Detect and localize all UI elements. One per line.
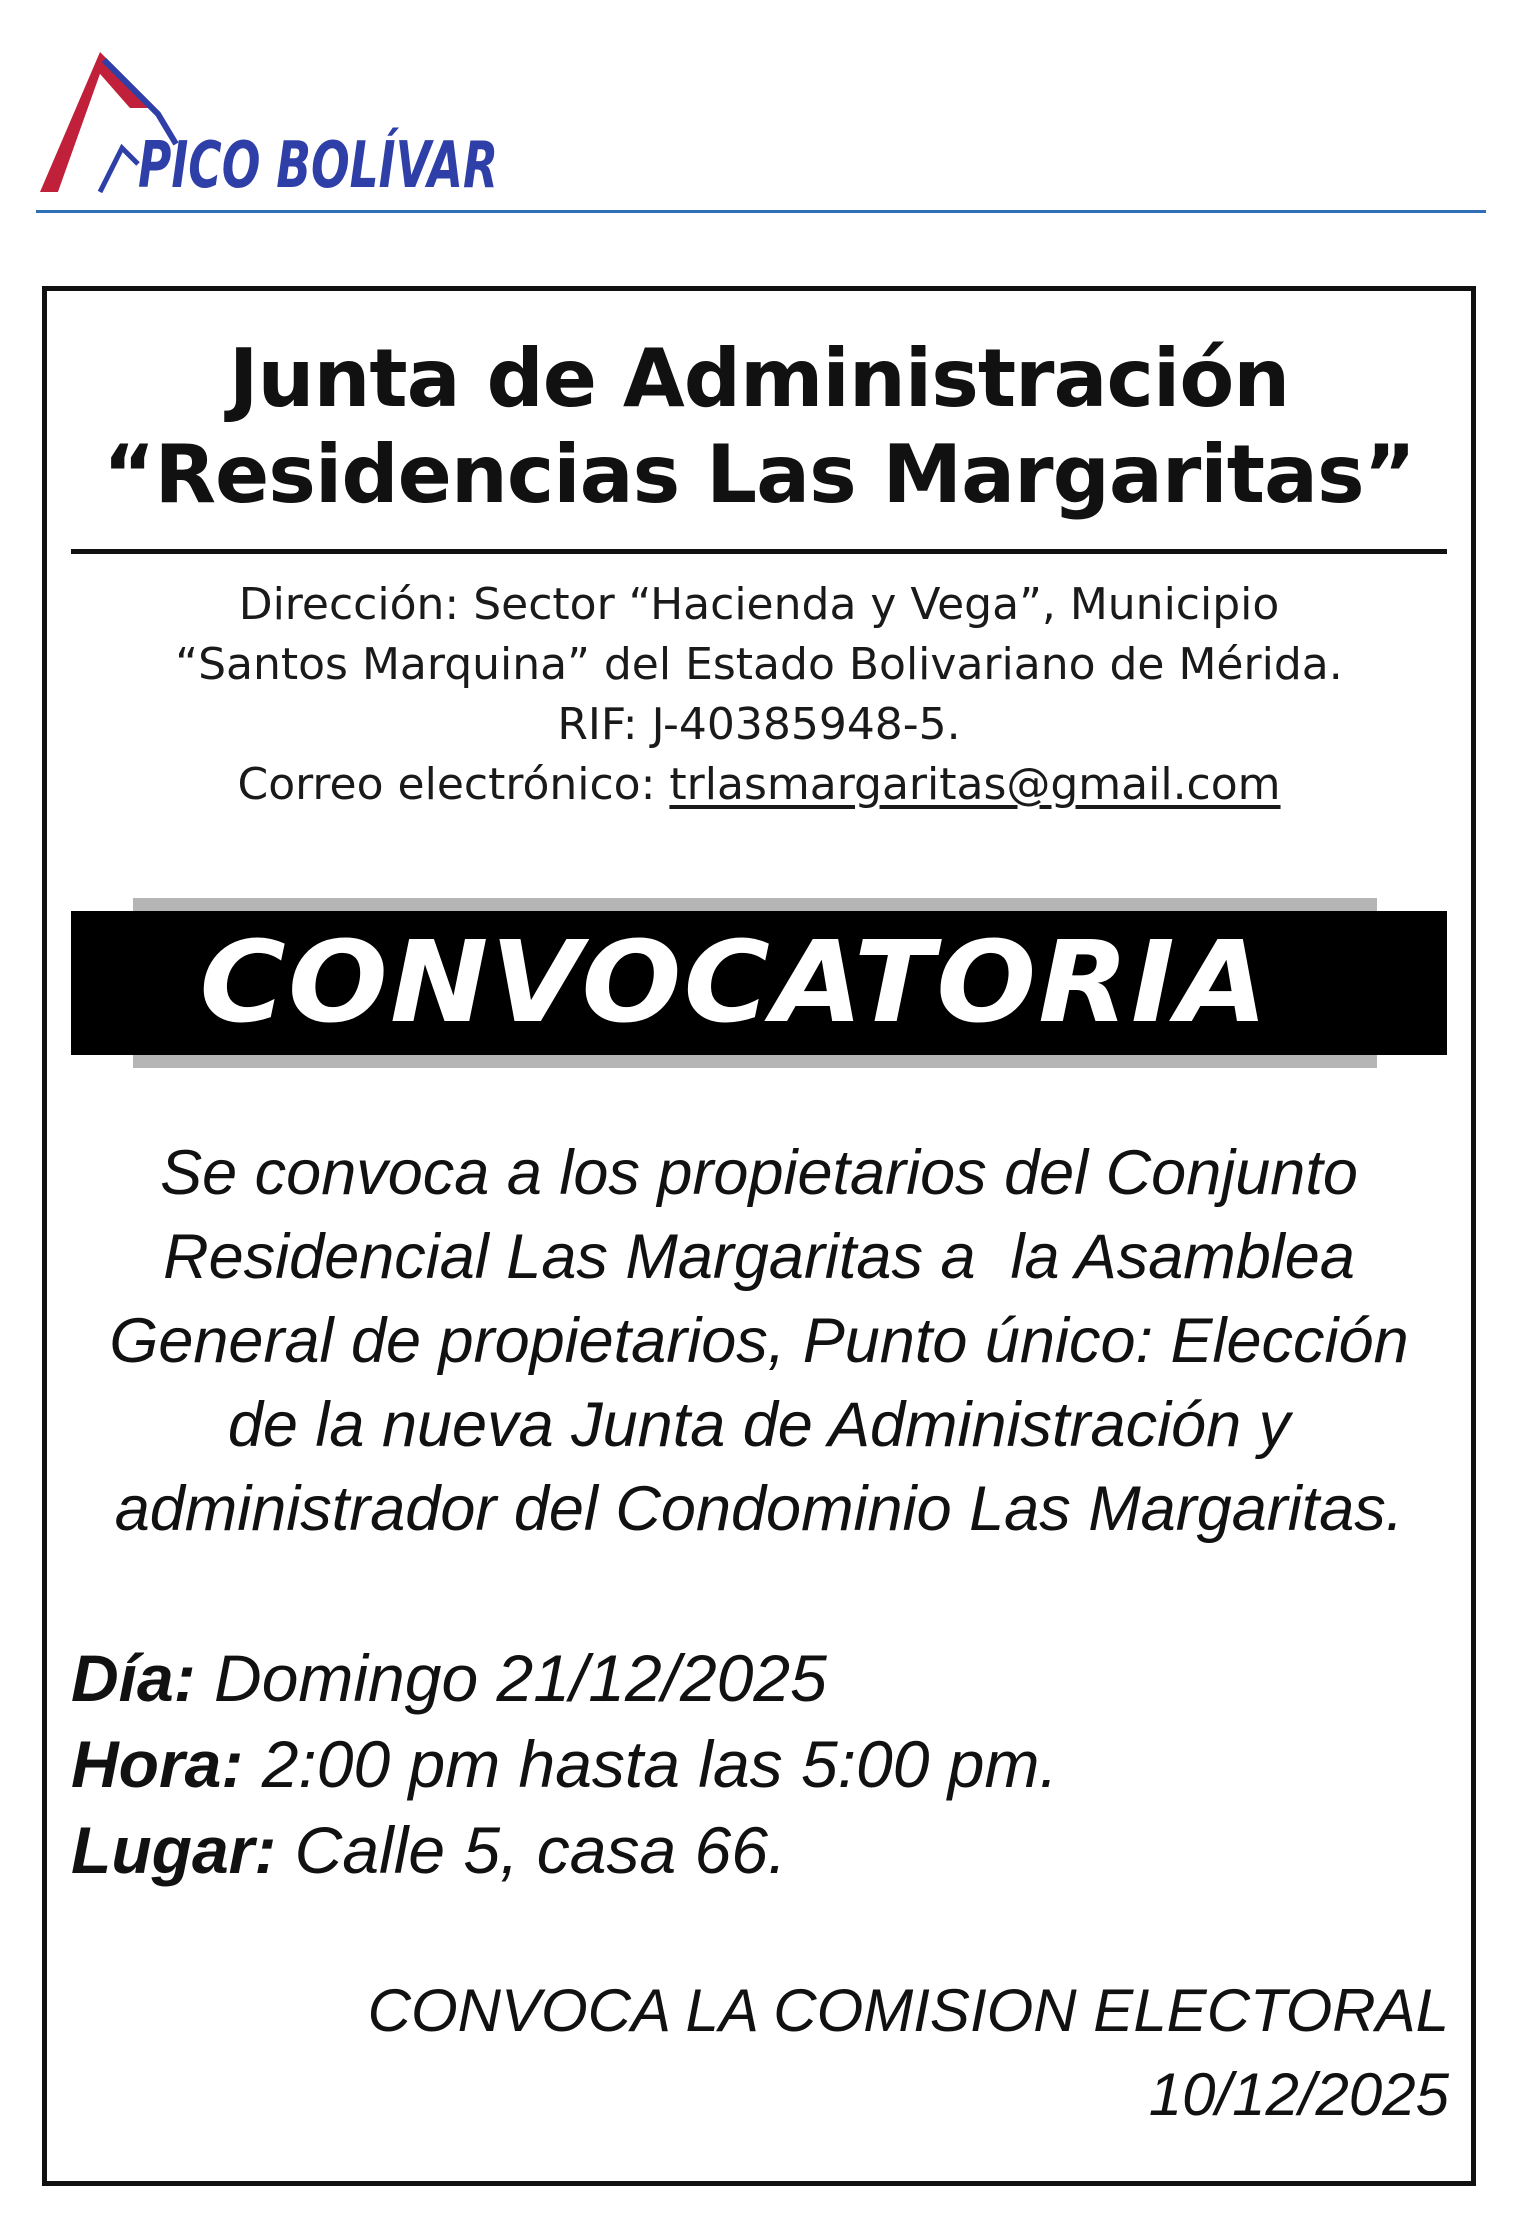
detail-time-label: Hora: <box>71 1727 244 1801</box>
detail-place-value: Calle 5, casa 66. <box>276 1813 787 1887</box>
detail-day <box>71 1635 827 1721</box>
detail-day-value: Domingo 21/12/2025 <box>195 1641 827 1715</box>
body-line-4: de la nueva Junta de Administración y <box>227 1390 1291 1460</box>
convocatoria-banner <box>71 911 1447 1055</box>
address-line1: Dirección: Sector “Hacienda y Vega”, Municipio <box>238 579 1280 630</box>
email-line <box>47 755 1471 815</box>
banner-text: CONVOCATORIA <box>199 918 1271 1048</box>
mountain-peak-icon <box>38 44 645 203</box>
rif-number: RIF: J-40385948-5. <box>557 699 961 750</box>
body-line-3: General de propietarios, Punto único: Elección <box>109 1306 1409 1376</box>
notice-title-line1: Junta de Administración <box>228 332 1290 425</box>
detail-place <box>71 1807 786 1893</box>
notice-title-line2: “Residencias Las Margaritas” <box>102 428 1416 521</box>
notice-frame <box>42 286 1476 2186</box>
header-divider <box>36 210 1486 213</box>
body-line-1: Se convoca a los propietarios del Conjunto <box>160 1138 1358 1208</box>
detail-time <box>71 1721 1058 1807</box>
detail-time-value: 2:00 pm hasta las 5:00 pm. <box>243 1727 1058 1801</box>
pico-bolivar-logo <box>38 44 645 203</box>
title-divider <box>71 549 1447 554</box>
notice-date: 10/12/2025 <box>1148 2061 1449 2128</box>
detail-day-label: Día: <box>71 1641 196 1715</box>
body-line-2: Residencial Las Margaritas a la Asamblea <box>163 1222 1355 1292</box>
address-line2: “Santos Marquina” del Estado Bolivariano de Mérida. <box>175 639 1343 690</box>
signature: CONVOCA LA COMISION ELECTORAL <box>367 1977 1449 2044</box>
email-link[interactable]: trlasmargaritas@gmail.com <box>669 759 1281 810</box>
detail-place-label: Lugar: <box>71 1813 277 1887</box>
email-label: Correo electrónico: <box>237 759 670 810</box>
logo-text: PICO BOLÍVAR <box>138 129 645 203</box>
body-line-5: administrador del Condominio Las Margaritas. <box>114 1474 1404 1544</box>
